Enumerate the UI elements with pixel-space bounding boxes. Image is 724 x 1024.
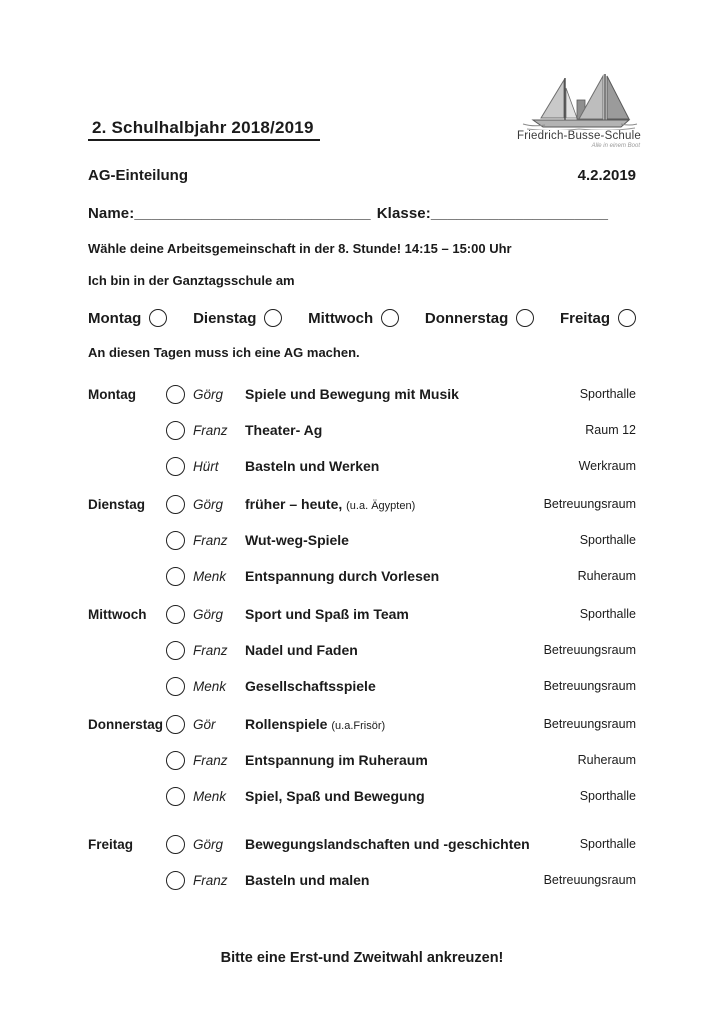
activity-row xyxy=(88,412,636,448)
activity-room: Raum 12 xyxy=(585,423,636,437)
activity-title xyxy=(236,496,544,512)
activity-day-label: Mittwoch xyxy=(88,606,147,622)
activity-day-label: Donnerstag xyxy=(88,716,164,732)
activity-room: Sporthalle xyxy=(579,533,636,547)
activity-teacher: Menk xyxy=(193,568,227,584)
activity-checkbox-circle[interactable] xyxy=(166,835,185,854)
activity-row xyxy=(88,706,636,742)
activity-room: Betreuungsraum xyxy=(543,717,636,731)
activity-title-text: früher – heute, xyxy=(245,496,343,512)
weekday-checkbox-item xyxy=(193,309,282,327)
instruction-choose-ag: Wähle deine Arbeitsgemeinschaft in der 8. Stunde! 14:15 – 15:00 Uhr xyxy=(88,241,512,256)
activity-teacher: Görg xyxy=(193,836,224,852)
weekday-checkbox-circle[interactable] xyxy=(149,309,167,327)
activity-row xyxy=(88,862,636,898)
instruction-must-do-ag: An diesen Tagen muss ich eine AG machen. xyxy=(88,345,360,360)
activity-checkbox-cell xyxy=(166,715,193,734)
activity-title xyxy=(236,836,580,852)
activity-row xyxy=(88,486,636,522)
activity-title-text: Entspannung durch Vorlesen xyxy=(245,568,440,584)
activity-row xyxy=(88,596,636,632)
activity-checkbox-circle[interactable] xyxy=(166,385,185,404)
activity-checkbox-cell xyxy=(166,421,193,440)
activity-checkbox-circle[interactable] xyxy=(166,641,185,660)
activity-checkbox-circle[interactable] xyxy=(166,787,185,806)
activity-day-label: Dienstag xyxy=(88,496,146,512)
activity-room: Sporthalle xyxy=(579,837,636,851)
weekday-label: Montag xyxy=(88,309,142,327)
weekday-checkbox-item xyxy=(560,309,636,327)
activity-checkbox-cell xyxy=(166,385,193,404)
subtitle-ag-einteilung: AG-Einteilung xyxy=(88,167,188,184)
activity-day-label: Montag xyxy=(88,386,136,402)
activity-note: (u.a.Frisör) xyxy=(331,720,386,732)
weekday-checkbox-circle[interactable] xyxy=(516,309,534,327)
activity-title-text: Entspannung im Ruheraum xyxy=(245,752,428,768)
activity-title-text: Basteln und Werken xyxy=(245,458,380,474)
activity-checkbox-cell xyxy=(166,567,193,586)
activity-checkbox-circle[interactable] xyxy=(166,871,185,890)
activity-title xyxy=(236,422,585,438)
instruction-ganztagsschule: Ich bin in der Ganztagsschule am xyxy=(88,273,295,288)
activity-checkbox-cell xyxy=(166,835,193,854)
school-logo xyxy=(512,74,646,149)
activity-teacher: Franz xyxy=(193,872,228,888)
weekday-checkbox-item xyxy=(308,309,399,327)
weekday-checkbox-row xyxy=(88,309,636,327)
activity-table xyxy=(88,376,636,898)
activity-checkbox-cell xyxy=(166,871,193,890)
activity-title xyxy=(236,386,580,402)
activity-title-text: Basteln und malen xyxy=(245,872,370,888)
activity-title xyxy=(236,606,580,622)
activity-note: (u.a. Ägypten) xyxy=(346,500,416,512)
weekday-label: Mittwoch xyxy=(308,309,374,327)
document-date: 4.2.2019 xyxy=(577,167,636,184)
activity-room: Sporthalle xyxy=(579,607,636,621)
activity-title xyxy=(236,642,544,658)
activity-teacher: Franz xyxy=(193,532,228,548)
activity-room: Betreuungsraum xyxy=(543,873,636,887)
activity-checkbox-circle[interactable] xyxy=(166,677,185,696)
activity-title-text: Sport und Spaß im Team xyxy=(245,606,409,622)
activity-teacher: Gör xyxy=(193,716,216,732)
name-fill-line[interactable]: ____________________________ xyxy=(134,205,371,222)
activity-title-text: Bewegungslandschaften und -geschichten xyxy=(245,836,530,852)
activity-row xyxy=(88,742,636,778)
weekday-checkbox-item xyxy=(88,309,167,327)
weekday-label: Freitag xyxy=(559,309,610,327)
activity-teacher: Görg xyxy=(193,606,224,622)
activity-checkbox-circle[interactable] xyxy=(166,495,185,514)
activity-day-label: Freitag xyxy=(88,836,134,852)
activity-title xyxy=(236,752,578,768)
activity-title xyxy=(236,872,544,888)
activity-checkbox-cell xyxy=(166,531,193,550)
klasse-label: Klasse: xyxy=(376,205,431,222)
activity-row xyxy=(88,558,636,594)
activity-teacher: Hürt xyxy=(193,458,219,474)
activity-row xyxy=(88,632,636,668)
weekday-checkbox-circle[interactable] xyxy=(264,309,282,327)
activity-checkbox-circle[interactable] xyxy=(166,421,185,440)
activity-teacher: Franz xyxy=(193,642,228,658)
weekday-label: Donnerstag xyxy=(424,309,509,327)
activity-title xyxy=(236,788,580,804)
activity-checkbox-circle[interactable] xyxy=(166,457,185,476)
activity-checkbox-cell xyxy=(166,787,193,806)
activity-teacher: Görg xyxy=(193,386,224,402)
klasse-fill-line[interactable]: _____________________ xyxy=(430,205,609,222)
activity-checkbox-cell xyxy=(166,495,193,514)
activity-title-text: Rollenspiele xyxy=(245,716,328,732)
activity-title-text: Nadel und Faden xyxy=(245,642,358,658)
activity-room: Werkraum xyxy=(578,459,636,473)
activity-teacher: Franz xyxy=(193,422,228,438)
activity-teacher: Menk xyxy=(193,678,227,694)
activity-checkbox-cell xyxy=(166,677,193,696)
activity-teacher: Görg xyxy=(193,496,224,512)
activity-title xyxy=(236,716,544,732)
activity-title xyxy=(236,532,580,548)
activity-title-text: Wut-weg-Spiele xyxy=(245,532,349,548)
school-tagline: Alle in einem Boot xyxy=(591,143,640,149)
activity-title xyxy=(236,458,579,474)
page-title: 2. Schulhalbjahr 2018/2019 xyxy=(88,118,320,141)
activity-row xyxy=(88,778,636,814)
activity-checkbox-circle[interactable] xyxy=(166,715,185,734)
activity-room: Sporthalle xyxy=(579,789,636,803)
activity-teacher: Menk xyxy=(193,788,227,804)
activity-room: Sporthalle xyxy=(579,387,636,401)
activity-title xyxy=(236,568,578,584)
activity-checkbox-circle[interactable] xyxy=(166,567,185,586)
activity-row xyxy=(88,668,636,704)
activity-checkbox-cell xyxy=(166,641,193,660)
activity-room: Ruheraum xyxy=(577,569,636,583)
activity-title-text: Spiel, Spaß und Bewegung xyxy=(245,788,425,804)
activity-room: Betreuungsraum xyxy=(543,643,636,657)
activity-checkbox-circle[interactable] xyxy=(166,531,185,550)
activity-title xyxy=(236,678,544,694)
footer-instruction: Bitte eine Erst-und Zweitwahl ankreuzen! xyxy=(220,950,504,966)
activity-room: Betreuungsraum xyxy=(543,497,636,511)
activity-row xyxy=(88,826,636,862)
name-label: Name: xyxy=(88,205,135,222)
activity-title-text: Spiele und Bewegung mit Musik xyxy=(245,386,459,402)
activity-title-text: Theater- Ag xyxy=(245,422,323,438)
weekday-checkbox-circle[interactable] xyxy=(618,309,636,327)
activity-row xyxy=(88,522,636,558)
activity-checkbox-circle[interactable] xyxy=(166,605,185,624)
activity-room: Betreuungsraum xyxy=(543,679,636,693)
activity-row xyxy=(88,448,636,484)
activity-checkbox-circle[interactable] xyxy=(166,751,185,770)
school-name: Friedrich-Busse-Schule xyxy=(517,130,641,142)
weekday-checkbox-item xyxy=(425,309,534,327)
activity-row xyxy=(88,376,636,412)
activity-teacher: Franz xyxy=(193,752,228,768)
sailboat-icon xyxy=(517,74,641,130)
activity-checkbox-cell xyxy=(166,457,193,476)
activity-title-text: Gesellschaftsspiele xyxy=(245,678,376,694)
activity-checkbox-cell xyxy=(166,605,193,624)
activity-checkbox-cell xyxy=(166,751,193,770)
weekday-label: Dienstag xyxy=(193,309,257,327)
activity-room: Ruheraum xyxy=(577,753,636,767)
weekday-checkbox-circle[interactable] xyxy=(381,309,399,327)
